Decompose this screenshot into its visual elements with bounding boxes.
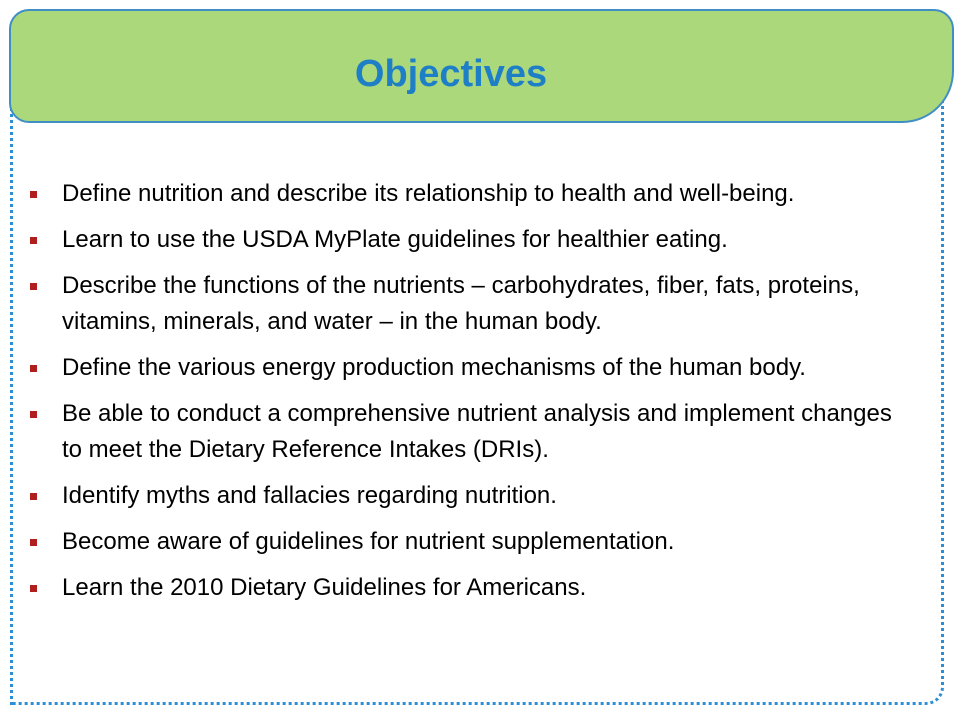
square-bullet-icon	[30, 191, 37, 198]
list-item	[28, 222, 908, 258]
list-item	[28, 176, 908, 212]
objective-text: Describe the functions of the nutrients – carbohydrates, fiber, fats, proteins, vitamins, minerals, and water – in the human body.	[62, 272, 860, 335]
square-bullet-icon	[30, 585, 37, 592]
title-banner	[9, 9, 954, 123]
list-item	[28, 396, 908, 468]
square-bullet-icon	[30, 283, 37, 290]
objective-text: Define the various energy production mechanisms of the human body.	[62, 354, 806, 381]
objective-text: Define nutrition and describe its relationship to health and well-being.	[62, 180, 795, 207]
objectives-list	[28, 176, 908, 616]
list-item	[28, 524, 908, 560]
page-title: Objectives	[354, 53, 548, 95]
objective-text: Learn the 2010 Dietary Guidelines for Americans.	[62, 574, 587, 601]
list-item	[28, 570, 908, 606]
square-bullet-icon	[30, 493, 37, 500]
objective-text: Be able to conduct a comprehensive nutrient analysis and implement changes to meet the Dietary Reference Intakes (DRIs).	[62, 400, 892, 463]
objective-text: Identify myths and fallacies regarding nutrition.	[62, 482, 557, 509]
objective-text: Learn to use the USDA MyPlate guidelines for healthier eating.	[62, 226, 728, 253]
list-item	[28, 350, 908, 386]
square-bullet-icon	[30, 539, 37, 546]
list-item	[28, 268, 908, 340]
list-item	[28, 478, 908, 514]
objective-text: Become aware of guidelines for nutrient supplementation.	[62, 528, 675, 555]
square-bullet-icon	[30, 411, 37, 418]
square-bullet-icon	[30, 237, 37, 244]
square-bullet-icon	[30, 365, 37, 372]
